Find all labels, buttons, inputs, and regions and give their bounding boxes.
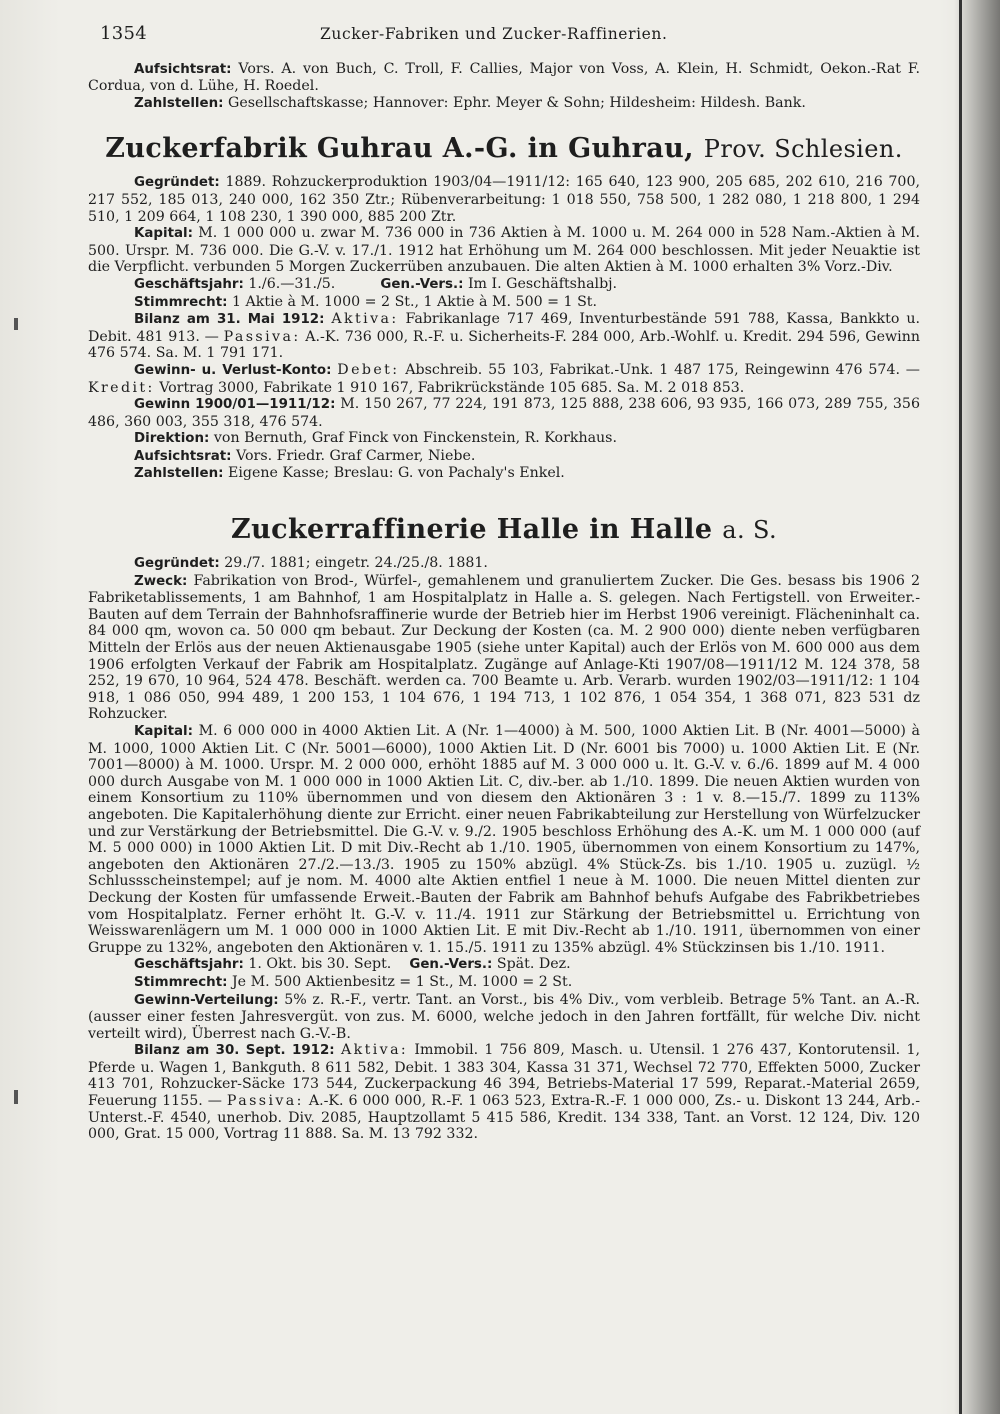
field-label: Gegründet: <box>134 556 220 572</box>
halle-stimmrecht <box>88 974 920 992</box>
field-label: Gewinn 1900/01—1911/12: <box>134 397 336 413</box>
guhrau-direktion <box>88 430 920 448</box>
field-text: Spät. Dez. <box>496 956 571 973</box>
field-label: Gewinn- u. Verlust-Konto: <box>134 362 332 378</box>
field-text: 1 Aktie à M. 1000 = 2 St., 1 Aktie à M. 500 = 1 St. <box>231 293 598 310</box>
field-text: Vors. A. von Buch, C. Troll, F. Callies, Major von Voss, A. Klein, H. Schmidt, Oekon.-Rat F. Cordua, von d. Lühe, H. Roedel. <box>88 60 920 95</box>
section-gap <box>88 483 920 493</box>
guhrau-guv <box>88 362 920 396</box>
halle-gewinnverteilung <box>88 992 920 1043</box>
entry-title-main: Zuckerfabrik Guhrau A.-G. in Guhrau, <box>105 133 694 165</box>
field-text: Im I. Geschäftshalbj. <box>467 275 618 292</box>
field-label: Aufsichtsrat: <box>134 448 232 464</box>
entry-title-rest: Prov. Schlesien. <box>703 135 903 164</box>
field-text: Gesellschaftskasse; Hannover: Ephr. Meyer & Sohn; Hildesheim: Hildesh. Bank. <box>228 94 806 111</box>
field-text: Je M. 500 Aktienbesitz = 1 St., M. 1000 = 2 St. <box>231 973 573 990</box>
field-label: Zahlstellen: <box>134 466 224 482</box>
halle-gegruendet <box>88 555 920 573</box>
field-label: Bilanz am 30. Sept. 1912: <box>134 1043 335 1059</box>
guhrau-aufsichtsrat <box>88 448 920 466</box>
entry-title-main: Zuckerraffinerie Halle in Halle <box>230 514 713 546</box>
guhrau-stimmrecht <box>88 294 920 312</box>
entry-title-halle <box>88 515 920 545</box>
field-text: Abschreib. 55 103, Fabrikat.-Unk. 1 487 175, Reingewinn 476 574. — <box>405 361 920 378</box>
page-number: 1354 <box>100 23 148 44</box>
halle-kapital <box>88 723 920 956</box>
running-title: Zucker-Fabriken und Zucker-Raffinerien. <box>320 25 668 43</box>
field-label: Kapital: <box>134 226 193 242</box>
running-header <box>88 23 920 44</box>
field-text: M. 1 000 000 u. zwar M. 736 000 in 736 Aktien à M. 1000 u. M. 264 000 in 528 Nam.-Aktien à M. 500. Urspr. M. 736 000. Die G.-V. v. 17./1. 1912 hat Erhöhung um M. 264 000 beschlossen. Mit jeder Neuaktie ist die Verpflicht. verbunden 5 Morgen Zuckerrüben anzubauen. Die alten Aktien à M. 1000 erhalten 3% Vorz.-Div. <box>88 225 920 276</box>
kredit-label: Kredit: <box>88 379 155 396</box>
page-edge-line <box>959 0 962 1414</box>
field-label: Geschäftsjahr: <box>134 957 244 973</box>
field-label: Gen.-Vers.: <box>409 957 493 973</box>
halle-zweck <box>88 573 920 723</box>
field-text: Fabrikanlage 717 469, Inventurbestände 591 788, Kassa, Bankkto u. Debit. 481 913. — <box>88 311 920 345</box>
field-text: Vortrag 3000, Fabrikate 1 910 167, Fabrikrückstände 105 685. Sa. M. 2 018 853. <box>159 379 745 396</box>
field-text: Eigene Kasse; Breslau: G. von Pachaly's Enkel. <box>228 465 565 482</box>
margin-mark <box>14 1090 18 1104</box>
guhrau-zahlstellen <box>88 465 920 483</box>
field-label: Direktion: <box>134 431 210 447</box>
halle-bilanz <box>88 1042 920 1143</box>
field-text: Immobil. 1 756 809, Masch. u. Utensil. 1 276 437, Kontorutensil. 1, Pferde u. Wagen 1, Bankguth. 8 611 582, Debit. 1 383 304, Kassa 31 371, Wechsel 72 770, Effekten 5000, Zucker 413 701, Rohzucker-Säcke 173 544, Zuckerpackung 46 394, Betriebs-Material 17 599, Reparat.-Material 2659, Feuerung 1155. — <box>88 1042 920 1110</box>
field-label: Kapital: <box>134 724 193 739</box>
field-label: Zweck: <box>134 573 188 589</box>
field-text: von Bernuth, Graf Finck von Finckenstein, R. Korkhaus. <box>213 430 617 447</box>
prev-zahlstellen <box>88 95 920 113</box>
aktiva-label: Aktiva: <box>331 311 399 328</box>
field-label: Geschäftsjahr: <box>134 276 244 292</box>
field-text: 1./6.—31./5. <box>248 275 336 292</box>
field-text: Fabrikation von Brod-, Würfel-, gemahlenem und granuliertem Zucker. Die Ges. besass bis 1906 2 Fabriketablissements, 1 am Bahnhof, 1 am Hospitalplatz in Halle a. S. gelegen. Nach Fertigstell. von Erweiter.-Bauten auf dem Terrain der Bahnhofsraffinerie wurde der Betrieb hier im Herbst 1906 vereinigt. Flächeninhalt ca. 84 000 qm, wovon ca. 50 000 qm bebaut. Zur Deckung der Kosten (ca. M. 2 900 000) diente neben verfügbaren Mitteln der Erlös aus der neuen Aktienausgabe 1905 (siehe unter Kapital) auch der Erlös von M. 600 000 aus dem 1906 erfolgten Verkauf der Fabrik am Hospitalplatz. Zugänge auf Anlage-Kti 1907/08—1911/12 M. 124 378, 58 252, 19 670, 10 964, 524 478. Beschäft. werden ca. 700 Beamte u. Arb. Verarb. wurden 1902/03—1911/12: 1 104 918, 1 086 050, 994 489, 1 200 153, 1 104 676, 1 194 713, 1 102 876, 1 054 354, 1 368 071, 823 531 dz Rohzucker. <box>88 572 920 723</box>
field-text: M. 6 000 000 in 4000 Aktien Lit. A (Nr. 1—4000) à M. 500, 1000 Aktien Lit. B (Nr. 4001—5000) à M. 1000, 1000 Aktien Lit. C (Nr. 5001—6000), 1000 Aktien Lit. D (Nr. 6001 bis 7000) u. 1000 Aktien Lit. E (Nr. 7001—8000) à M. 1000. Urspr. M. 2 000 000, erhöht 1885 auf M. 3 000 000 u. lt. G.-V. v. 6./6. 1899 auf M. 4 000 000 durch Ausgabe von M. 1 000 000 in 1000 Aktien Lit. C, div.-ber. ab 1./10. 1899. Die neuen Aktien wurden von einem Konsortium zu 110% übernommen und von diesem den Aktionären 3 : 1 v. 8.—15./7. 1899 zu 113% angeboten. Die Kapitalerhöhung diente zur Erricht. einer neuen Fabrikabteilung zur Herstellung von Würfelzucker und zur Verstärkung der Betriebsmittel. Die G.-V. v. 9./2. 1905 beschloss Erhöhung des A.-K. um M. 1 000 000 (auf M. 5 000 000) in 1000 Aktien Lit. D mit Div.-Recht ab 1./10. 1905, übernommen von einem Konsortium zu 147%, angeboten den Aktionären 27./2.—13./3. 1905 zu 150% abzügl. 4% Stück-Zs. bis 1./10. 1905 u. zuzügl. ½ Schlussscheinstempel; auf je nom. M. 4000 alte Aktien entfiel 1 neue à M. 1000. Die neuen Mittel dienten zur Deckung der Kosten für umfassende Erweit.-Bauten der Fabrik am Bahnhof behufs Aufgabe des Fabrikbetriebes vom Hospitalplatz. Ferner erhöht lt. G.-V. v. 11./4. 1911 zur Stärkung der Betriebsmittel u. Errichtung von Weisswarenlägern um M. 1 000 000 in 1000 Aktien Lit. E mit Div.-Recht ab 1./10. 1911, übernommen von einer Gruppe zu 132%, angeboten den Aktionären v. 1. 15./5. 1911 zu 135% abzügl. 4% Stückzinsen bis 1./10. 1911. <box>88 723 920 956</box>
guhrau-bilanz <box>88 311 920 362</box>
margin-mark <box>14 318 18 330</box>
guhrau-kapital <box>88 225 920 276</box>
guhrau-geschaeftsjahr <box>88 276 920 294</box>
field-text: M. 150 267, 77 224, 191 873, 125 888, 238 606, 93 935, 166 073, 289 755, 356 486, 360 003, 355 318, 476 574. <box>88 396 920 430</box>
entry-title-guhrau <box>88 134 920 164</box>
passiva-label: Passiva: <box>226 1093 304 1110</box>
field-text: 29./7. 1881; eingetr. 24./25./8. 1881. <box>224 555 488 572</box>
field-label: Stimmrecht: <box>134 974 228 990</box>
aktiva-label: Aktiva: <box>340 1042 409 1059</box>
field-text: A.-K. 6 000 000, R.-F. 1 063 523, Extra-R.-F. 1 000 000, Zs.- u. Diskont 13 244, Arb.-Unterst.-F. 4540, unerhob. Div. 2085, Hauptzollamt 5 415 586, Kredit. 134 338, Tant. an Vorst. 12 124, Div. 120 000, Grat. 15 000, Vortrag 11 888. Sa. M. 13 792 332. <box>88 1093 921 1143</box>
entry-title-rest: a. S. <box>722 516 778 545</box>
field-label: Zahlstellen: <box>134 95 224 111</box>
field-text: 5% z. R.-F., vertr. Tant. an Vorst., bis 4% Div., vom verbleib. Betrage 5% Tant. an A.-R. (ausser einer festen Jahresvergüt. von zus. M. 6000, welche jedoch in den Jahren fortfällt, für welche Div. nicht verteilt wird), Überrest nach G.-V.-B. <box>88 991 920 1042</box>
field-text: 1889. Rohzuckerproduktion 1903/04—1911/12: 165 640, 123 900, 205 685, 202 610, 216 700, 217 552, 185 013, 240 000, 162 350 Ztr.; Rübenverarbeitung: 1 018 550, 758 500, 1 282 080, 1 218 800, 1 294 510, 1 209 664, 1 108 230, 1 390 000, 885 200 Ztr. <box>88 174 920 225</box>
field-label: Gegründet: <box>134 175 220 191</box>
page-content <box>88 23 921 1143</box>
debet-label: Debet: <box>337 361 400 378</box>
passiva-label: Passiva: <box>223 328 301 345</box>
field-text: 1. Okt. bis 30. Sept. <box>248 956 392 973</box>
field-text: Vors. Friedr. Graf Carmer, Niebe. <box>236 447 476 464</box>
field-text: A.-K. 736 000, R.-F. u. Sicherheits-F. 284 000, Arb.-Wohlf. u. Kredit. 294 596, Gewinn 476 574. Sa. M. 1 791 171. <box>88 328 920 362</box>
field-label: Gewinn-Verteilung: <box>134 992 279 1008</box>
guhrau-gegruendet <box>88 174 920 225</box>
field-label: Stimmrecht: <box>134 294 228 310</box>
guhrau-gewinn <box>88 396 920 430</box>
halle-geschaeftsjahr <box>88 956 920 974</box>
field-label: Bilanz am 31. Mai 1912: <box>134 312 325 328</box>
field-label: Gen.-Vers.: <box>380 276 464 292</box>
field-label: Aufsichtsrat: <box>134 61 232 77</box>
prev-aufsichtsrat <box>88 61 920 95</box>
